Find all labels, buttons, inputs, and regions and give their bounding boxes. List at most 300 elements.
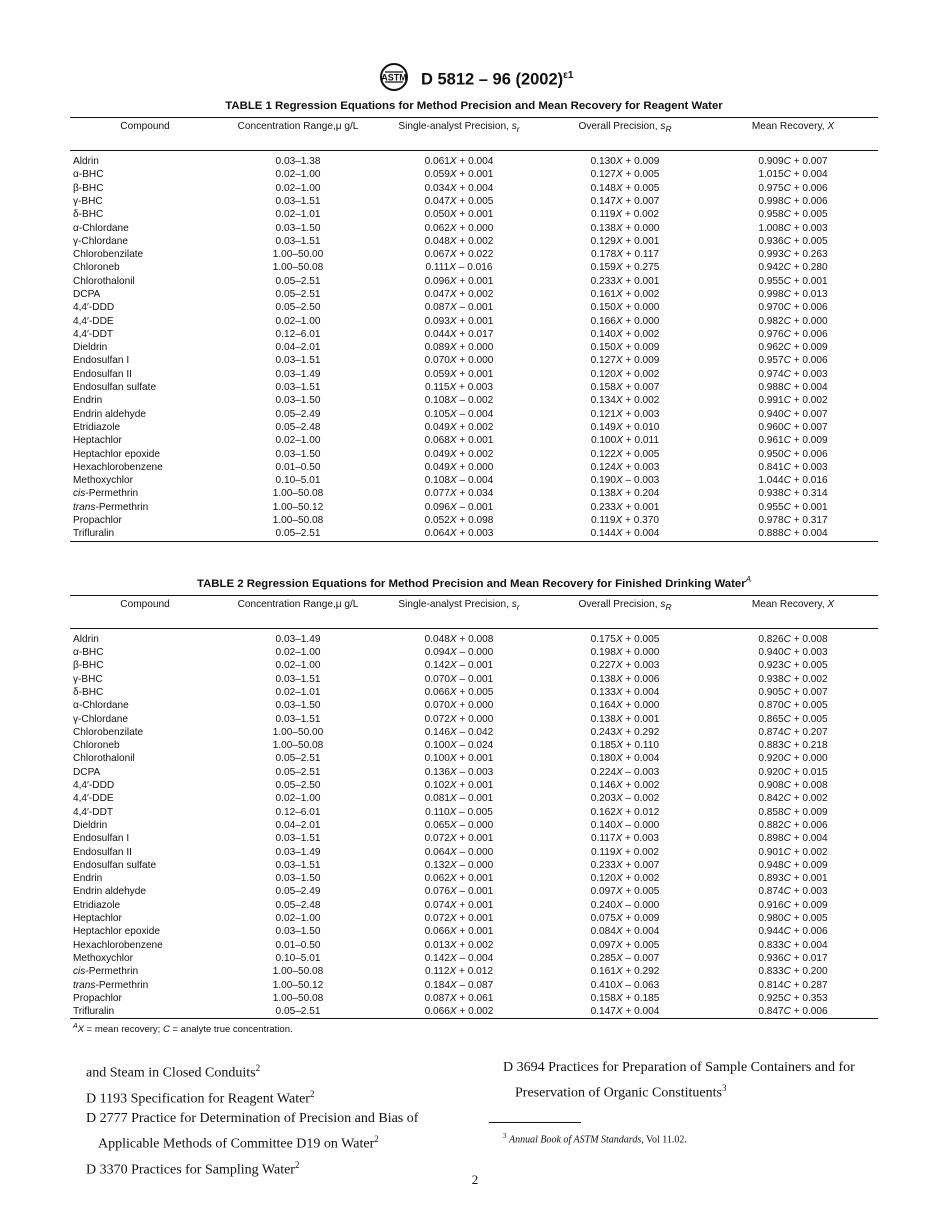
value-cell: 0.061X + 0.004 — [424, 156, 494, 168]
compound-cell: Methoxychlor — [73, 952, 134, 964]
value-cell: 0.117X + 0.003 — [590, 833, 659, 845]
value-cell: 0.081X – 0.001 — [424, 793, 494, 805]
value-cell: 0.136X – 0.003 — [424, 766, 494, 778]
compound-cell: 4,4′-DDD — [73, 302, 115, 314]
compound-cell: cis-Permethrin — [73, 966, 139, 978]
value-cell: 0.198X + 0.000 — [590, 647, 660, 659]
astm-logo-text: ASTM — [380, 72, 407, 83]
table-row — [70, 288, 878, 301]
value-cell: 0.243X + 0.292 — [590, 726, 660, 738]
value-cell: 0.03–1.51 — [275, 673, 321, 685]
value-cell: 0.108X – 0.002 — [424, 395, 494, 407]
value-cell: 0.149X + 0.010 — [590, 421, 660, 433]
table-row — [70, 872, 878, 885]
value-cell: 0.998C + 0.013 — [758, 288, 828, 300]
compound-cell: Chloroneb — [73, 262, 120, 274]
value-cell: 0.096X – 0.001 — [424, 501, 494, 513]
value-cell: 0.077X + 0.034 — [424, 488, 494, 500]
column-header: Concentration Range,μ g/L — [220, 118, 376, 151]
value-cell: 0.064X – 0.000 — [424, 846, 494, 858]
value-cell: 0.072X + 0.000 — [424, 713, 494, 725]
value-cell: 0.122X + 0.005 — [590, 448, 660, 460]
value-cell: 0.147X + 0.007 — [590, 195, 660, 207]
table-row — [70, 952, 878, 965]
value-cell: 0.02–1.00 — [275, 913, 321, 925]
value-cell: 0.841C + 0.003 — [758, 461, 828, 473]
value-cell: 0.920C + 0.015 — [758, 766, 828, 778]
compound-cell: DCPA — [73, 288, 101, 300]
table-row — [70, 713, 878, 726]
value-cell: 0.180X + 0.004 — [590, 753, 660, 765]
compound-cell: Endosulfan sulfate — [73, 382, 157, 394]
value-cell: 0.089X + 0.000 — [424, 342, 494, 354]
table-row — [70, 474, 878, 487]
value-cell: 0.938C + 0.002 — [758, 673, 828, 685]
value-cell: 0.05–2.51 — [220, 1005, 376, 1019]
table-row — [70, 726, 878, 739]
value-cell: 0.119X + 0.370 — [590, 515, 659, 527]
value-cell: 0.087X – 0.001 — [424, 302, 494, 314]
value-cell: 0.03–1.49 — [275, 846, 321, 858]
table-row — [70, 315, 878, 328]
table-row — [70, 846, 878, 859]
column-header: Compound — [70, 118, 220, 151]
table-row — [70, 659, 878, 672]
table-row — [70, 235, 878, 248]
value-cell: 0.100X – 0.024 — [424, 740, 494, 752]
value-cell: 0.03–1.38 — [275, 156, 321, 168]
table-1 — [70, 100, 878, 542]
value-cell: 0.842C + 0.002 — [758, 793, 828, 805]
value-cell: 0.936C + 0.017 — [758, 952, 828, 964]
value-cell: 0.955C + 0.001 — [758, 275, 828, 287]
value-cell: 1.00–50.00 — [272, 726, 324, 738]
value-cell: 0.074X + 0.001 — [424, 899, 494, 911]
reference-item: and Steam in Closed Conduits$^2$ — [86, 1063, 261, 1081]
value-cell: 0.03–1.49 — [275, 368, 321, 380]
value-cell: 0.988C + 0.004 — [758, 382, 828, 394]
value-cell: 0.998C + 0.006 — [758, 195, 828, 207]
compound-cell: Chlorobenzilate — [73, 249, 144, 261]
value-cell: 0.05–2.48 — [275, 899, 321, 911]
table-row — [70, 686, 878, 699]
compound-cell: Heptachlor — [73, 913, 122, 925]
value-cell: 0.142X – 0.001 — [424, 660, 494, 672]
table-row — [70, 899, 878, 912]
value-cell: 0.097X + 0.005 — [590, 886, 660, 898]
value-cell: 0.923C + 0.005 — [758, 660, 828, 672]
table-row — [70, 195, 878, 208]
value-cell: 0.944C + 0.006 — [758, 926, 828, 938]
value-cell: 0.233X + 0.001 — [590, 501, 660, 513]
value-cell: 0.12–6.01 — [275, 806, 321, 818]
table-1-title: TABLE 1 Regression Equations for Method Precision and Mean Recovery for Reagent Water — [225, 100, 723, 112]
table-row — [70, 381, 878, 394]
value-cell: 0.961C + 0.009 — [758, 435, 828, 447]
table-row — [70, 354, 878, 367]
compound-cell: 4,4′-DDD — [73, 780, 115, 792]
value-cell: 0.121X + 0.003 — [590, 408, 660, 420]
table-row — [70, 222, 878, 235]
value-cell: 0.076X – 0.001 — [424, 886, 494, 898]
value-cell: 0.093X + 0.001 — [424, 315, 494, 327]
table-row — [70, 752, 878, 765]
value-cell: 0.12–6.01 — [275, 328, 321, 340]
compound-cell: Endrin aldehyde — [73, 408, 146, 420]
value-cell: 0.119X + 0.002 — [590, 209, 659, 221]
value-cell: 0.02–1.01 — [275, 687, 321, 698]
value-cell: 0.03–1.50 — [275, 926, 321, 938]
value-cell: 0.052X + 0.098 — [424, 515, 494, 527]
value-cell: 0.01–0.50 — [275, 461, 321, 473]
value-cell: 0.184X – 0.087 — [424, 979, 494, 991]
value-cell: 0.105X – 0.004 — [424, 408, 494, 420]
value-cell: 0.05–2.50 — [275, 302, 321, 314]
value-cell: 0.119X + 0.002 — [590, 846, 659, 858]
column-header: Overall Precision, $s_R$ — [542, 595, 708, 628]
value-cell: 0.03–1.51 — [275, 195, 321, 207]
compound-cell: γ-BHC — [73, 195, 103, 207]
table-row — [70, 461, 878, 474]
value-cell: 0.110X – 0.005 — [425, 806, 493, 818]
compound-cell: δ-BHC — [73, 687, 104, 698]
value-cell: 0.142X – 0.004 — [424, 952, 494, 964]
table-row — [70, 421, 878, 434]
compound-cell: Endosulfan I — [73, 355, 130, 367]
table-row — [70, 673, 878, 686]
table-2-header — [70, 595, 878, 628]
table-2-title: TABLE 2 Regression Equations for Method Precision and Mean Recovery for Finished Drinking Water$^A$ — [196, 575, 752, 590]
value-cell: 0.129X + 0.001 — [590, 235, 660, 247]
footnote-rule — [489, 1122, 581, 1123]
value-cell: 0.100X + 0.001 — [424, 753, 494, 765]
column-header: Single-analyst Precision, $s_r$ — [376, 118, 542, 151]
value-cell: 0.127X + 0.009 — [590, 355, 660, 367]
compound-cell: Endrin — [73, 873, 103, 885]
value-cell: 1.008C + 0.003 — [758, 222, 828, 234]
value-cell: 0.03–1.50 — [275, 395, 321, 407]
value-cell: 0.03–1.51 — [275, 235, 321, 247]
value-cell: 0.127X + 0.005 — [590, 169, 660, 181]
compound-cell: α-Chlordane — [73, 222, 129, 234]
value-cell: 0.05–2.51 — [275, 766, 321, 778]
value-cell: 0.02–1.00 — [275, 435, 321, 447]
value-cell: 0.893C + 0.001 — [758, 873, 828, 885]
value-cell: 0.148X + 0.005 — [590, 182, 660, 194]
value-cell: 0.05–2.48 — [275, 421, 321, 433]
value-cell: 0.100X + 0.011 — [590, 435, 659, 447]
value-cell: 0.936C + 0.005 — [758, 235, 828, 247]
references-left — [86, 1058, 471, 1181]
value-cell: 0.108X – 0.004 — [424, 475, 494, 487]
value-cell: 0.224X – 0.003 — [590, 766, 660, 778]
value-cell: 0.047X + 0.002 — [424, 288, 494, 300]
value-cell: 1.00–50.08 — [272, 740, 324, 752]
value-cell: 0.132X – 0.000 — [424, 859, 494, 871]
table-row — [70, 939, 878, 952]
table-1-body — [70, 151, 878, 542]
value-cell: 0.04–2.01 — [275, 819, 321, 831]
column-header: Concentration Range,μ g/L — [220, 595, 376, 628]
table-row — [70, 261, 878, 274]
value-cell: 0.942C + 0.280 — [758, 262, 828, 274]
reference-item: D 2777 Practice for Determination of Precision and Bias of Applicable Methods of Committee D19 on Water$^2$ — [86, 1111, 419, 1152]
value-cell: 0.048X + 0.002 — [424, 235, 494, 247]
compound-cell: trans-Permethrin — [73, 501, 149, 513]
value-cell: 1.00–50.08 — [272, 262, 324, 274]
value-cell: 0.084X + 0.004 — [590, 926, 660, 938]
compound-cell: Propachlor — [73, 992, 122, 1004]
column-header: Compound — [70, 595, 220, 628]
value-cell: 0.950C + 0.006 — [758, 448, 828, 460]
value-cell: 0.991C + 0.002 — [758, 395, 828, 407]
value-cell: 0.070X + 0.000 — [424, 700, 494, 712]
value-cell: 0.062X + 0.001 — [424, 873, 494, 885]
value-cell: 0.901C + 0.002 — [758, 846, 828, 858]
value-cell: 0.833C + 0.004 — [758, 939, 828, 951]
value-cell: 0.146X + 0.002 — [590, 780, 660, 792]
value-cell: 0.072X + 0.001 — [424, 913, 494, 925]
compound-cell: Heptachlor epoxide — [73, 448, 160, 460]
value-cell: 1.00–50.12 — [272, 979, 324, 991]
value-cell: 1.00–50.08 — [272, 966, 324, 978]
value-cell: 0.962C + 0.009 — [758, 342, 828, 354]
value-cell: 0.948C + 0.009 — [758, 859, 828, 871]
value-cell: 0.847C + 0.006 — [708, 1005, 878, 1019]
value-cell: 0.075X + 0.009 — [590, 913, 660, 925]
value-cell: 0.138X + 0.001 — [590, 713, 660, 725]
value-cell: 0.147X + 0.004 — [542, 1005, 708, 1019]
value-cell: 0.976C + 0.006 — [758, 328, 828, 340]
compound-cell: Endosulfan sulfate — [73, 859, 157, 871]
compound-cell: β-BHC — [73, 660, 104, 672]
value-cell: 0.233X + 0.007 — [590, 859, 660, 871]
value-cell: 0.02–1.00 — [275, 793, 321, 805]
table-row — [70, 766, 878, 779]
value-cell: 0.111X – 0.016 — [425, 262, 493, 274]
value-cell: 0.980C + 0.005 — [758, 913, 828, 925]
reference-item: D 1193 Specification for Reagent Water$^2$ — [86, 1088, 315, 1107]
value-cell: 0.02–1.01 — [275, 209, 321, 221]
table-2-body — [70, 628, 878, 1019]
value-cell: 0.03–1.51 — [275, 833, 321, 845]
value-cell: 0.120X + 0.002 — [590, 873, 660, 885]
page-footnote: $^3$ Annual Book of ASTM Standards, Vol 11.02. — [503, 1132, 687, 1146]
value-cell: 0.161X + 0.002 — [590, 288, 660, 300]
table-row — [70, 368, 878, 381]
value-cell: 0.050X + 0.001 — [424, 209, 494, 221]
table-2 — [70, 575, 878, 1036]
value-cell: 0.140X – 0.000 — [590, 819, 660, 831]
value-cell: 0.940C + 0.007 — [758, 408, 828, 420]
table-row — [70, 328, 878, 341]
table-row — [70, 646, 878, 659]
value-cell: 0.05–2.49 — [275, 408, 321, 420]
value-cell: 0.175X + 0.005 — [590, 633, 660, 645]
value-cell: 0.070X – 0.001 — [424, 673, 494, 685]
value-cell: 0.03–1.50 — [275, 222, 321, 234]
table-row — [70, 819, 878, 832]
compound-cell: β-BHC — [73, 182, 104, 194]
value-cell: 0.115X + 0.003 — [424, 382, 493, 394]
value-cell: 0.120X + 0.002 — [590, 368, 660, 380]
value-cell: 0.161X + 0.292 — [590, 966, 660, 978]
value-cell: 0.190X – 0.003 — [590, 475, 660, 487]
value-cell: 0.02–1.00 — [275, 315, 321, 327]
compound-cell: α-BHC — [73, 169, 104, 181]
compound-cell: Dieldrin — [73, 342, 108, 354]
compound-cell: Etridiazole — [73, 899, 121, 911]
table-row — [70, 739, 878, 752]
value-cell: 0.10–5.01 — [275, 475, 321, 487]
table-row — [70, 514, 878, 527]
compound-cell: Trifluralin — [70, 1005, 220, 1019]
compound-cell: Chlorothalonil — [73, 753, 135, 765]
compound-cell: Propachlor — [73, 515, 122, 527]
value-cell: 0.049X + 0.002 — [424, 448, 494, 460]
value-cell: 0.059X + 0.001 — [424, 169, 494, 181]
table-row — [70, 992, 878, 1005]
value-cell: 0.03–1.50 — [275, 448, 321, 460]
value-cell: 0.874C + 0.207 — [758, 726, 828, 738]
compound-cell: Heptachlor — [73, 435, 122, 447]
table-row — [70, 168, 878, 181]
compound-cell: Chloroneb — [73, 740, 120, 752]
table-row — [70, 208, 878, 221]
table-row — [70, 832, 878, 845]
table-row — [70, 275, 878, 288]
value-cell: 0.05–2.51 — [275, 275, 321, 287]
table-row — [70, 1005, 878, 1019]
table-row — [70, 859, 878, 872]
value-cell: 0.203X – 0.002 — [590, 793, 660, 805]
table-row — [70, 248, 878, 261]
value-cell: 0.938C + 0.314 — [758, 488, 828, 500]
compound-cell: Endosulfan I — [73, 833, 130, 845]
value-cell: 0.03–1.51 — [275, 355, 321, 367]
value-cell: 0.982C + 0.000 — [758, 315, 828, 327]
value-cell: 0.068X + 0.001 — [424, 435, 494, 447]
value-cell: 0.975C + 0.006 — [758, 182, 828, 194]
value-cell: 0.05–2.49 — [275, 886, 321, 898]
value-cell: 0.049X + 0.000 — [424, 461, 494, 473]
value-cell: 0.158X + 0.185 — [590, 992, 660, 1004]
value-cell: 0.02–1.00 — [275, 182, 321, 194]
compound-cell: trans-Permethrin — [73, 979, 149, 991]
compound-cell: Aldrin — [73, 633, 99, 645]
table-row — [70, 699, 878, 712]
value-cell: 0.10–5.01 — [275, 952, 321, 964]
compound-cell: Endrin aldehyde — [73, 886, 146, 898]
value-cell: 0.112X + 0.012 — [424, 966, 493, 978]
column-header: Single-analyst Precision, $s_r$ — [376, 595, 542, 628]
value-cell: 0.955C + 0.001 — [758, 501, 828, 513]
value-cell: 0.066X + 0.005 — [424, 687, 494, 698]
compound-cell: DCPA — [73, 766, 101, 778]
table-row — [70, 912, 878, 925]
value-cell: 0.826C + 0.008 — [758, 633, 828, 645]
value-cell: 0.159X + 0.275 — [590, 262, 660, 274]
compound-cell: Hexachlorobenzene — [73, 939, 163, 951]
page-number: 2 — [471, 1172, 479, 1187]
compound-cell: cis-Permethrin — [73, 488, 139, 500]
value-cell: 0.087X + 0.061 — [424, 992, 494, 1004]
value-cell: 0.905C + 0.007 — [758, 687, 828, 698]
value-cell: 0.865C + 0.005 — [758, 713, 828, 725]
value-cell: 0.03–1.49 — [275, 633, 321, 645]
compound-cell: Endrin — [73, 395, 103, 407]
compound-cell: α-BHC — [73, 647, 104, 659]
value-cell: 0.049X + 0.002 — [424, 421, 494, 433]
value-cell: 0.285X – 0.007 — [590, 952, 660, 964]
value-cell: 0.047X + 0.005 — [424, 195, 494, 207]
value-cell: 0.925C + 0.353 — [758, 992, 828, 1004]
value-cell: 1.015C + 0.004 — [758, 169, 828, 181]
value-cell: 1.00–50.08 — [272, 992, 324, 1004]
value-cell: 0.870C + 0.005 — [758, 700, 828, 712]
compound-cell: 4,4′-DDT — [73, 328, 114, 340]
table-row — [70, 806, 878, 819]
value-cell: 1.00–50.08 — [272, 488, 324, 500]
value-cell: 0.158X + 0.007 — [590, 382, 660, 394]
compound-cell: Endosulfan II — [73, 846, 132, 858]
table-row — [70, 965, 878, 978]
value-cell: 0.138X + 0.204 — [590, 488, 660, 500]
value-cell: 0.066X + 0.002 — [376, 1005, 542, 1019]
value-cell: 0.059X + 0.001 — [424, 368, 494, 380]
value-cell: 0.166X + 0.000 — [590, 315, 660, 327]
table-2-footnote: $^A$X = mean recovery; C = analyte true concentration. — [73, 1023, 293, 1036]
value-cell: 0.957C + 0.006 — [758, 355, 828, 367]
value-cell: 0.916C + 0.009 — [758, 899, 828, 911]
compound-cell: Heptachlor epoxide — [73, 926, 160, 938]
value-cell: 0.097X + 0.005 — [590, 939, 660, 951]
value-cell: 0.064X + 0.003 — [376, 527, 542, 541]
value-cell: 0.920C + 0.000 — [758, 753, 828, 765]
value-cell: 0.888C + 0.004 — [708, 527, 878, 541]
compound-cell: Etridiazole — [73, 421, 121, 433]
table-row — [70, 448, 878, 461]
value-cell: 0.062X + 0.000 — [424, 222, 494, 234]
table-row — [70, 885, 878, 898]
compound-cell: Chlorobenzilate — [73, 726, 144, 738]
compound-cell: γ-BHC — [73, 673, 103, 685]
compound-cell: α-Chlordane — [73, 700, 129, 712]
value-cell: 0.227X + 0.003 — [590, 660, 660, 672]
value-cell: 0.978C + 0.317 — [758, 515, 828, 527]
value-cell: 0.133X + 0.004 — [590, 687, 660, 698]
value-cell: 0.909C + 0.007 — [758, 156, 828, 168]
value-cell: 0.02–1.00 — [275, 169, 321, 181]
compound-cell: 4,4′-DDE — [73, 793, 114, 805]
table-row — [70, 792, 878, 805]
value-cell: 0.03–1.51 — [275, 382, 321, 394]
value-cell: 0.140X + 0.002 — [590, 328, 660, 340]
compound-cell: 4,4′-DDE — [73, 315, 114, 327]
compound-cell: Hexachlorobenzene — [73, 461, 163, 473]
value-cell: 0.065X – 0.000 — [424, 819, 494, 831]
compound-cell: Chlorothalonil — [73, 275, 135, 287]
document-id: D 5812 – 96 $(2002)^{\varepsilon 1}$ — [420, 69, 574, 89]
compound-cell: δ-BHC — [73, 209, 104, 221]
value-cell: 0.044X + 0.017 — [424, 328, 494, 340]
value-cell: 0.958C + 0.005 — [758, 209, 828, 221]
value-cell: 0.05–2.51 — [220, 527, 376, 541]
value-cell: 0.974C + 0.003 — [758, 368, 828, 380]
value-cell: 0.02–1.00 — [275, 647, 321, 659]
value-cell: 0.814C + 0.287 — [758, 979, 828, 991]
compound-cell: Dieldrin — [73, 819, 108, 831]
